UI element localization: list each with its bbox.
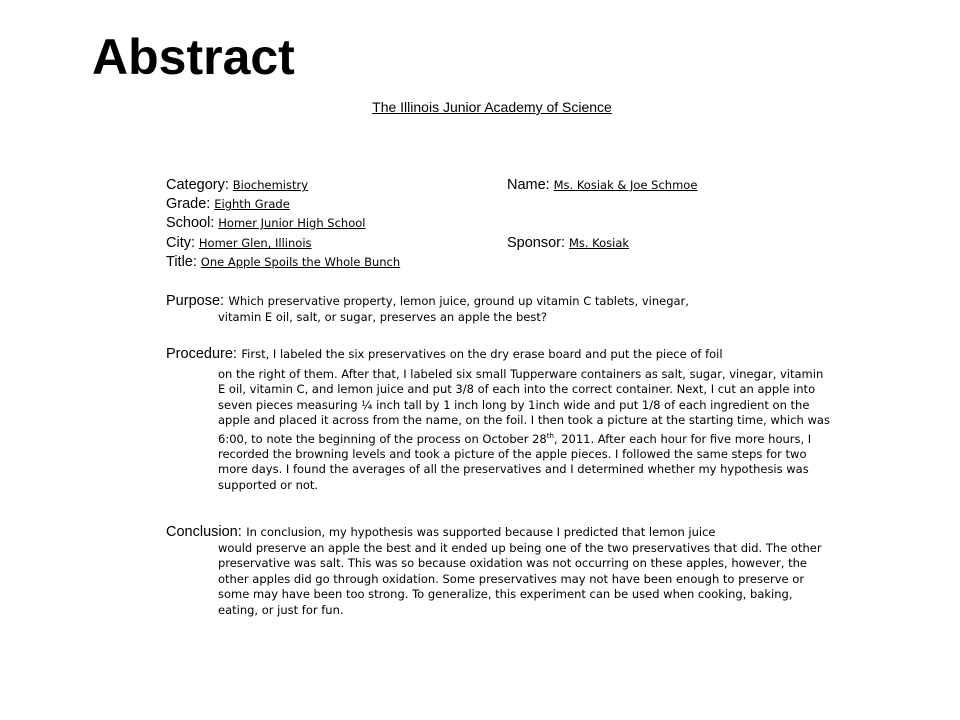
category-label: Category: bbox=[166, 177, 229, 193]
school-label: School: bbox=[166, 215, 215, 231]
ordinal-suffix: th bbox=[546, 431, 554, 440]
conclusion-first-line: In conclusion, my hypothesis was supported because I predicted that lemon juice bbox=[246, 525, 716, 539]
page-title: Abstract bbox=[92, 29, 295, 85]
grade-value: Eighth Grade bbox=[214, 197, 290, 211]
category-value: Biochemistry bbox=[232, 178, 309, 192]
name-row bbox=[507, 176, 697, 193]
conclusion-label: Conclusion: bbox=[166, 524, 242, 540]
procedure-text bbox=[166, 363, 830, 493]
procedure-text-a: on the right of them. After that, I labeled six small Tupperware containers as salt, sugar, vinegar, vitamin E oil, vitamin C, and lemon juice and put 3/8 of each into the correct container. Next, I cut an apple into seven pieces measuring ¼ inch tall by 1 inch long by 1inch wide and put 1/8 of each ingredient on the apple and placed it across from the name, on the foil. I then took a picture at the starting time, which was 6:00, to note the beginning of the process on October 28 bbox=[218, 367, 830, 446]
title-row bbox=[166, 253, 400, 270]
procedure-first-line: First, I labeled the six preservatives on the dry erase board and put the piece of foil bbox=[241, 347, 723, 361]
purpose-section bbox=[166, 292, 846, 325]
procedure-text-b: , 2011. After each hour for five more hours, I recorded the browning levels and took a picture of the apple pieces. I followed the same steps for two more days. I found the averages of all the preservatives and I determined whether my hypothesis was supported or not. bbox=[218, 431, 812, 492]
subtitle: The Illinois Junior Academy of Science bbox=[372, 99, 612, 115]
school-value: Homer Junior High School bbox=[218, 216, 366, 230]
purpose-first-line: Which preservative property, lemon juice, ground up vitamin C tablets, vinegar, bbox=[228, 294, 689, 308]
city-label: City: bbox=[166, 235, 195, 251]
conclusion-text: would preserve an apple the best and it ended up being one of the two preservatives that did. The other preservative was salt. This was so because oxidation was not occurring on these apples, however, the other apples did go through oxidation. Some preservatives may not have been enough to preserve or some may have been too strong. To generalize, this experiment can be used when cooking, baking, eating, or just for fun. bbox=[218, 541, 822, 617]
conclusion-section bbox=[166, 523, 846, 618]
sponsor-value: Ms. Kosiak bbox=[568, 236, 630, 250]
grade-row bbox=[166, 195, 290, 212]
sponsor-row bbox=[507, 234, 629, 251]
name-label: Name: bbox=[507, 177, 550, 193]
school-row bbox=[166, 214, 365, 231]
city-row bbox=[166, 234, 312, 251]
procedure-section bbox=[166, 345, 846, 493]
title-label: Title: bbox=[166, 254, 197, 270]
title-value: One Apple Spoils the Whole Bunch bbox=[200, 255, 401, 269]
name-value: Ms. Kosiak & Joe Schmoe bbox=[553, 178, 698, 192]
city-value: Homer Glen, Illinois bbox=[198, 236, 312, 250]
grade-label: Grade: bbox=[166, 196, 211, 212]
sponsor-label: Sponsor: bbox=[507, 235, 566, 251]
purpose-label: Purpose: bbox=[166, 293, 225, 309]
procedure-label: Procedure: bbox=[166, 346, 237, 362]
purpose-text: vitamin E oil, salt, or sugar, preserves an apple the best? bbox=[218, 310, 547, 324]
category-row bbox=[166, 176, 308, 193]
